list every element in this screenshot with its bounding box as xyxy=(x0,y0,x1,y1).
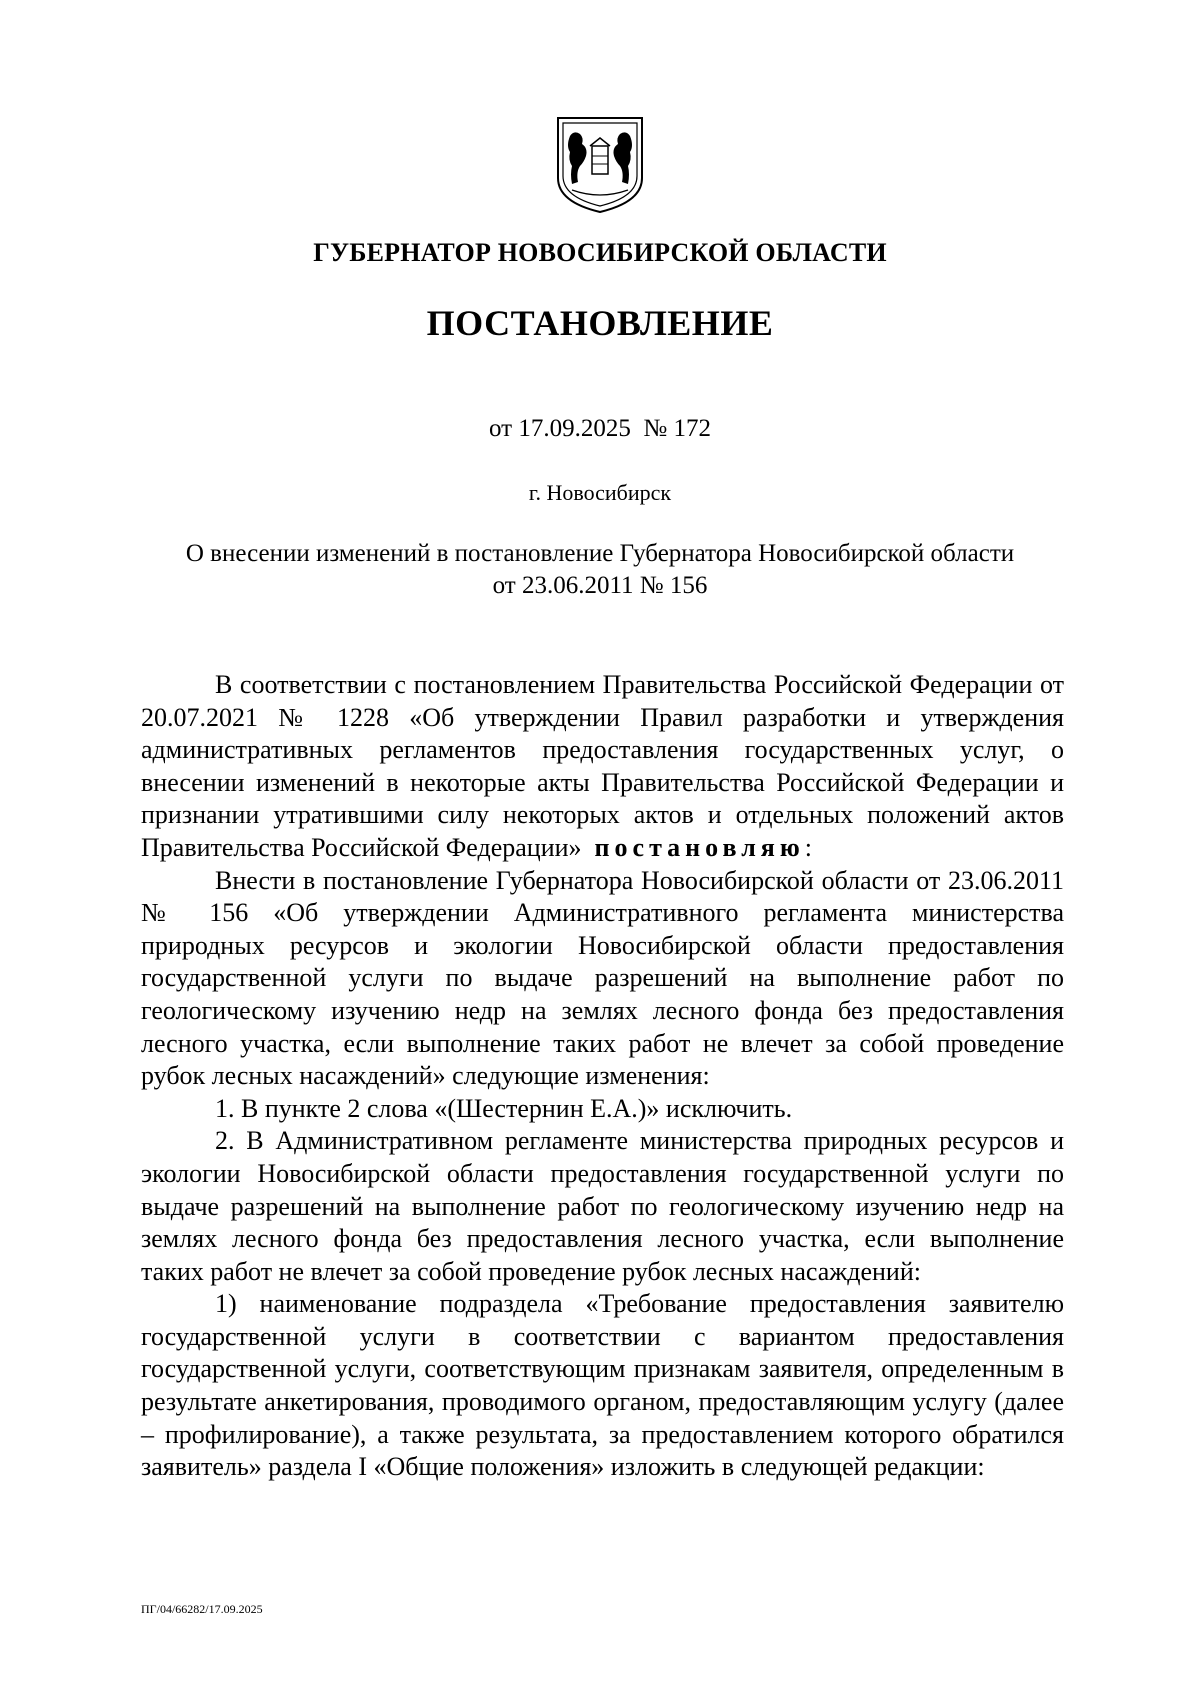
document-title-line-1: О внесении изменений в постановление Губернатора Новосибирской области xyxy=(185,540,1015,567)
body-paragraph-item-1: 1. В пункте 2 слова «(Шестернин Е.А.)» исключить. xyxy=(215,1093,793,1123)
body-paragraph-preamble xyxy=(141,669,1064,865)
header-organization: ГУБЕРНАТОР НОВОСИБИРСКОЙ ОБЛАСТИ xyxy=(313,238,887,267)
body-paragraph-amend: Внести в постановление Губернатора Новосибирской области от 23.06.2011 № 156 «Об утверждении Административного регламента министерства природных ресурсов и экологии Новосибирской области предоставления государственной услуги по выдаче разрешений на выполнение работ по геологическому изучению недр на землях лесного фонда без предоставления лесного участка, если выполнение таких работ не влечет за собой проведение рубок лесных насаждений» следующие изменения: xyxy=(141,865,1064,1091)
preamble-end: : xyxy=(804,832,812,862)
document-type-title: ПОСТАНОВЛЕНИЕ xyxy=(426,303,774,343)
document-number-date: от 17.09.2025 № 172 xyxy=(489,415,711,442)
body-paragraph-item-2: 2. В Административном регламенте министерства природных ресурсов и экологии Новосибирской области предоставления государственной услуги по выдаче разрешений на выполнение работ по геологическому изучению недр на землях лесного фонда без предоставления лесного участка, если выполнение таких работ не влечет за собой проведение рубок лесных насаждений: xyxy=(141,1126,1064,1286)
body-paragraph-subitem-1: 1) наименование подраздела «Требование предоставления заявителю государственной услуги в соответствии с вариантом предоставления государственной услуги, соответствующим признакам заявителя, определенным в результате анкетирования, проводимого органом, предоставляющим услугу (далее – профилирование), а также результата, за предоставлением которого обратился заявитель» раздела I «Общие положения» изложить в следующей редакции: xyxy=(141,1289,1064,1482)
document-city: г. Новосибирск xyxy=(528,480,672,505)
document-title xyxy=(0,538,1200,602)
document-footer-code: ПГ/04/66282/17.09.2025 xyxy=(141,1602,263,1616)
document-body xyxy=(141,669,1064,1484)
document-title-line-2: от 23.06.2011 № 156 xyxy=(492,572,708,599)
resolve-keyword: постановляю xyxy=(594,832,805,862)
preamble-text: В соответствии с постановлением Правительства Российской Федерации от 20.07.2021 № 1228 «Об утверждении Правил разработки и утверждения административных регламентов предоставления государственных услуг, о внесении изменений в некоторые акты Правительства Российской Федерации и признании утратившими силу некоторых актов и отдельных положений актов Правительства Российской Федерации» xyxy=(141,670,1064,862)
coat-of-arms-icon xyxy=(554,112,646,216)
